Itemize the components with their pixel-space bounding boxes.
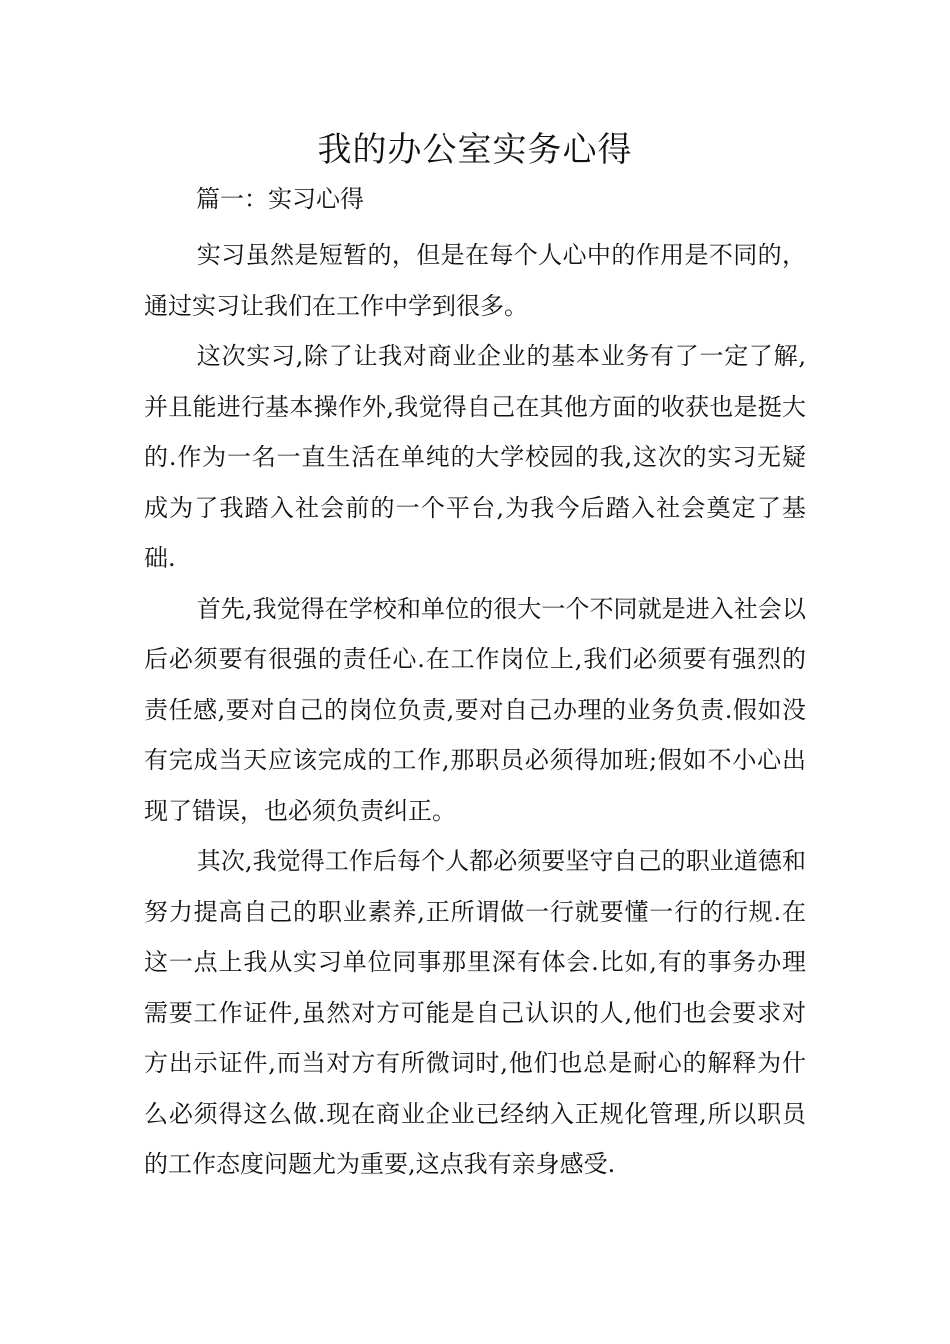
document-title: 我的办公室实务心得 — [317, 130, 633, 170]
section-heading: 篇一：实习心得 — [196, 185, 364, 213]
paragraph: 这次实习,除了让我对商业企业的基本业务有了一定了解,并且能进行基本操作外,我觉得自己在其他方面的收获也是挺大的.作为一名一直生活在单纯的大学校园的我,这次的实习无疑成为了我踏入社会前的一个平台,为我今后踏入社会奠定了基础. — [144, 342, 806, 572]
document-body — [144, 230, 806, 1190]
paragraph: 首先,我觉得在学校和单位的很大一个不同就是进入社会以后必须要有很强的责任心.在工作岗位上,我们必须要有强烈的责任感,要对自己的岗位负责,要对自己办理的业务负责.假如没有完成当天应该完成的工作,那职员必须得加班;假如不小心出现了错误，也必须负责纠正。 — [144, 594, 806, 825]
paragraph: 其次,我觉得工作后每个人都必须要坚守自己的职业道德和努力提高自己的职业素养,正所谓做一行就要懂一行的行规.在这一点上我从实习单位同事那里深有体会.比如,有的事务办理需要工作证件,虽然对方可能是自己认识的人,他们也会要求对方出示证件,而当对方有所微词时,他们也总是耐心的解释为什么必须得这么做.现在商业企业已经纳入正规化管理,所以职员的工作态度问题尤为重要,这点我有亲身感受. — [144, 847, 806, 1178]
paragraph: 实习虽然是短暂的，但是在每个人心中的作用是不同的，通过实习让我们在工作中学到很多。 — [144, 241, 806, 320]
